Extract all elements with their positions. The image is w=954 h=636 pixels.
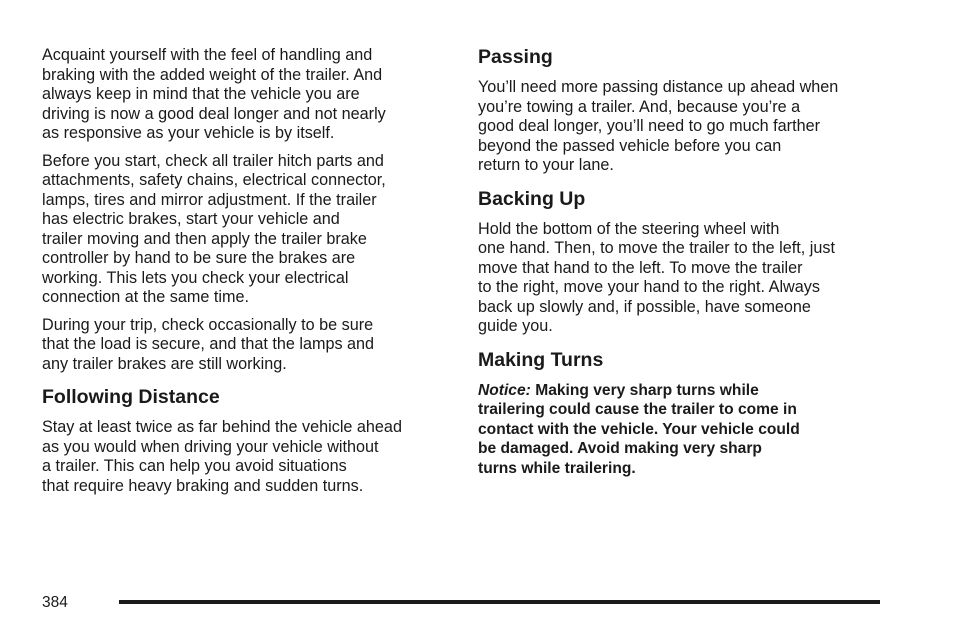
- making-turns-notice: [478, 381, 898, 479]
- notice-text: Making very sharp turns while trailering could cause the trailer to come in contact with the vehicle. Your vehicle could be damaged. Avoid making very sharp turns while trailering.: [478, 381, 800, 477]
- before-start-paragraph: Before you start, check all trailer hitch parts and attachments, safety chains, electrical connector, lamps, tires and mirror adjustment. If the trailer has electric brakes, start your vehicle and trailer moving and then apply the trailer brake controller by hand to be sure the brakes are working. This lets you check your electrical connection at the same time.: [42, 151, 386, 306]
- intro-paragraph: Acquaint yourself with the feel of handling and braking with the added weight of the trailer. And always keep in mind that the vehicle you are driving is now a good deal longer and not nearly as responsive as your vehicle is by itself.: [42, 46, 386, 142]
- following-distance-text: Stay at least twice as far behind the vehicle ahead as you would when driving your vehicle without a trailer. This can help you avoid situations that require heavy braking and sudden turns.: [42, 418, 402, 495]
- right-column: [478, 46, 898, 478]
- following-distance-heading: Following Distance: [42, 386, 220, 408]
- backing-up-heading: Backing Up: [478, 187, 586, 210]
- left-column: [42, 46, 452, 504]
- page-number: 384: [42, 594, 68, 611]
- during-trip-paragraph: During your trip, check occasionally to be sure that the load is secure, and that the lamps and any trailer brakes are still working.: [42, 315, 375, 373]
- backing-up-text: Hold the bottom of the steering wheel with one hand. Then, to move the trailer to the left, just move that hand to the left. To move the trailer to the right, move your hand to the right. Always back up slowly and, if possible, have someone guide you.: [478, 219, 835, 335]
- footer-rule: [119, 600, 880, 604]
- notice-label: Notice:: [478, 381, 531, 399]
- passing-text: You’ll need more passing distance up ahead when you’re towing a trailer. And, because you’re a good deal longer, you’ll need to go much farther beyond the passed vehicle before you can return to your lane.: [478, 78, 839, 174]
- passing-heading: Passing: [478, 46, 553, 68]
- making-turns-heading: Making Turns: [478, 348, 604, 371]
